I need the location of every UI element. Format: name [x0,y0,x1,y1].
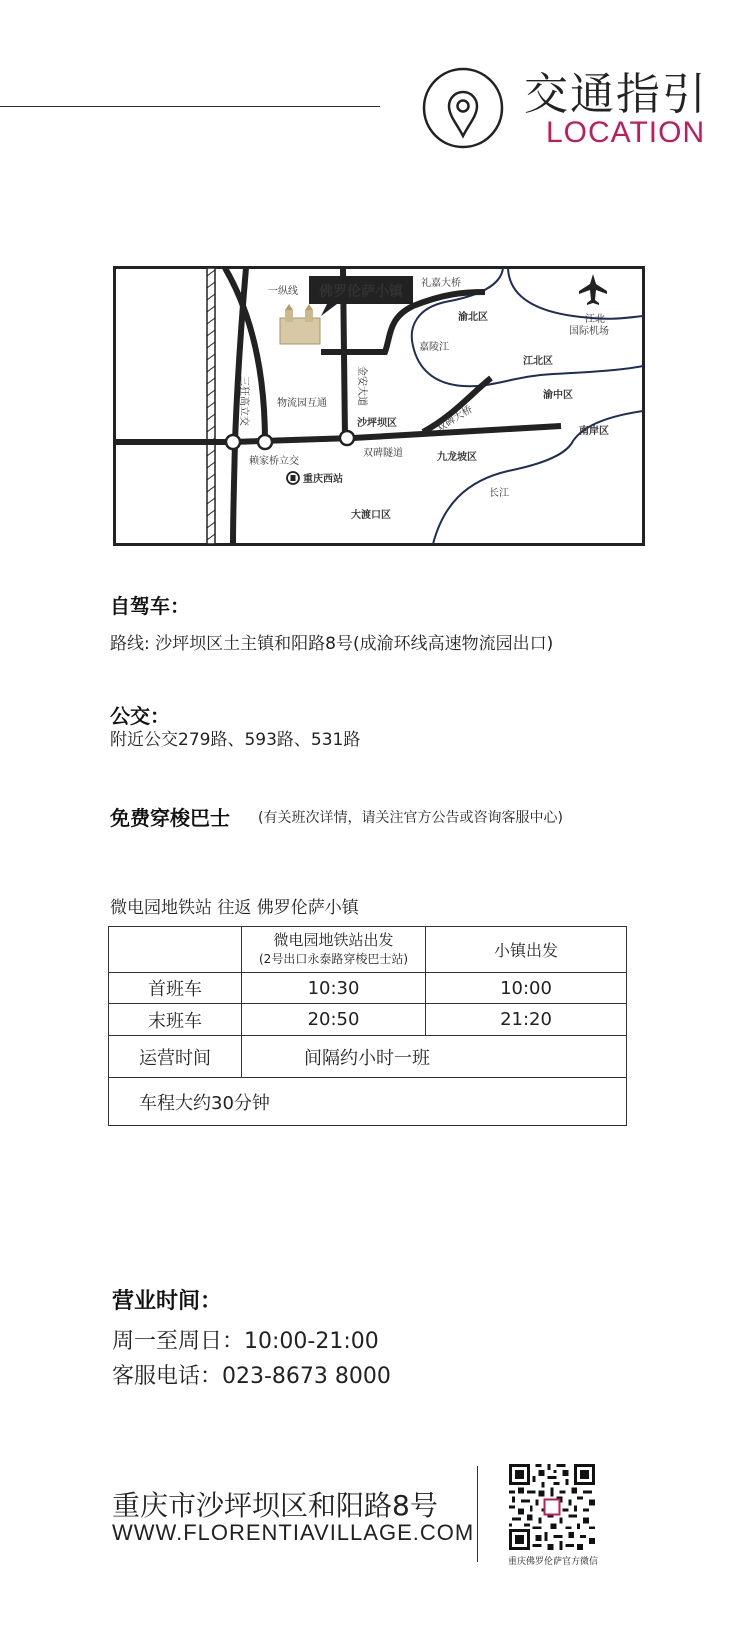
last-bus-from-station: 20:50 [242,1004,426,1036]
operation-time-label: 运营时间 [109,1036,242,1078]
table-row [109,1036,627,1078]
map-label-lijia-bridge: 礼嘉大桥 [421,278,461,289]
shuttle-route-title: 微电园地铁站 往返 佛罗伦萨小镇 [110,898,359,918]
map-label-chongqing-west: 重庆西站 [303,474,343,485]
business-hours-heading: 营业时间： [112,1289,223,1314]
page-subtitle: LOCATION [546,116,706,149]
first-bus-label: 首班车 [109,973,242,1004]
map-label-jiangbei: 江北区 [523,356,553,367]
table-row [109,1078,627,1126]
footer-address: 重庆市沙坪坝区和阳路8号 [112,1489,438,1522]
map-label-dadukou: 大渡口区 [351,510,391,521]
service-phone: 客服电话：023-8673 8000 [112,1364,391,1389]
footer-website[interactable]: WWW.FLORENTIAVILLAGE.COM [112,1520,475,1545]
header-divider [0,106,380,107]
map-label-yubei: 渝北区 [458,312,488,323]
map-label-ring-road: 一纵线 [268,286,298,297]
table-corner-cell [109,927,242,973]
map-label-airport-2: 国际机场 [569,326,609,337]
table-header-from-village: 小镇出发 [426,927,627,973]
trip-duration: 车程大约30分钟 [109,1078,627,1126]
first-bus-from-village: 10:00 [426,973,627,1004]
last-bus-from-village: 21:20 [426,1004,627,1036]
business-hours: 周一至周日：10:00-21:00 [112,1329,379,1354]
map-label-jialing-river: 嘉陵江 [419,342,449,353]
map-label-shuangbei-bridge: 双碑大桥 [434,404,475,435]
operation-time-value: 间隔约小时一班 [242,1036,627,1078]
location-map [113,266,645,546]
map-label-laijiaqiao: 赖家桥立交 [249,456,299,467]
map-label-nanan: 南岸区 [579,426,609,437]
qr-code-icon[interactable] [509,1464,595,1550]
header-from-station-line2: (2号出口永泰路穿梭巴士站) [259,951,408,966]
table-row [109,973,627,1004]
drive-route: 路线: 沙坪坝区土主镇和阳路8号(成渝环线高速物流园出口) [110,634,554,654]
map-label-sanzhen: 三狂高立交 [238,376,249,426]
qr-caption: 重庆佛罗伦萨官方微信 [507,1557,598,1567]
shuttle-heading: 免费穿梭巴士 [110,806,230,830]
map-label-jiulongpo: 九龙坡区 [437,452,477,463]
map-label-wuliu: 物流园互通 [277,398,327,409]
bus-heading: 公交： [110,704,170,728]
map-label-airport-1: 江北 [585,314,605,325]
map-label-village: 佛罗伦萨小镇 [319,284,403,300]
map-label-yuzhong: 渝中区 [543,390,573,401]
first-bus-from-station: 10:30 [242,973,426,1004]
map-label-yangtze: 长江 [489,488,509,499]
drive-heading: 自驾车： [110,594,190,618]
shuttle-timetable [108,926,627,1126]
map-label-jinan: 金安大道 [356,366,367,406]
location-pin-icon [421,66,505,150]
table-row [109,1004,627,1036]
last-bus-label: 末班车 [109,1004,242,1036]
map-label-shuangbei-tunnel: 双碑隧道 [363,448,403,459]
header-from-station-line1: 微电园地铁站出发 [273,930,394,949]
table-header-from-station [242,927,426,973]
map-label-shapingba: 沙坪坝区 [357,418,397,429]
page-title: 交通指引 [524,69,708,120]
bus-lines: 附近公交279路、593路、531路 [110,730,361,750]
footer-divider [477,1466,478,1562]
shuttle-note: (有关班次详情，请关注官方公告或咨询客服中心) [258,810,563,826]
